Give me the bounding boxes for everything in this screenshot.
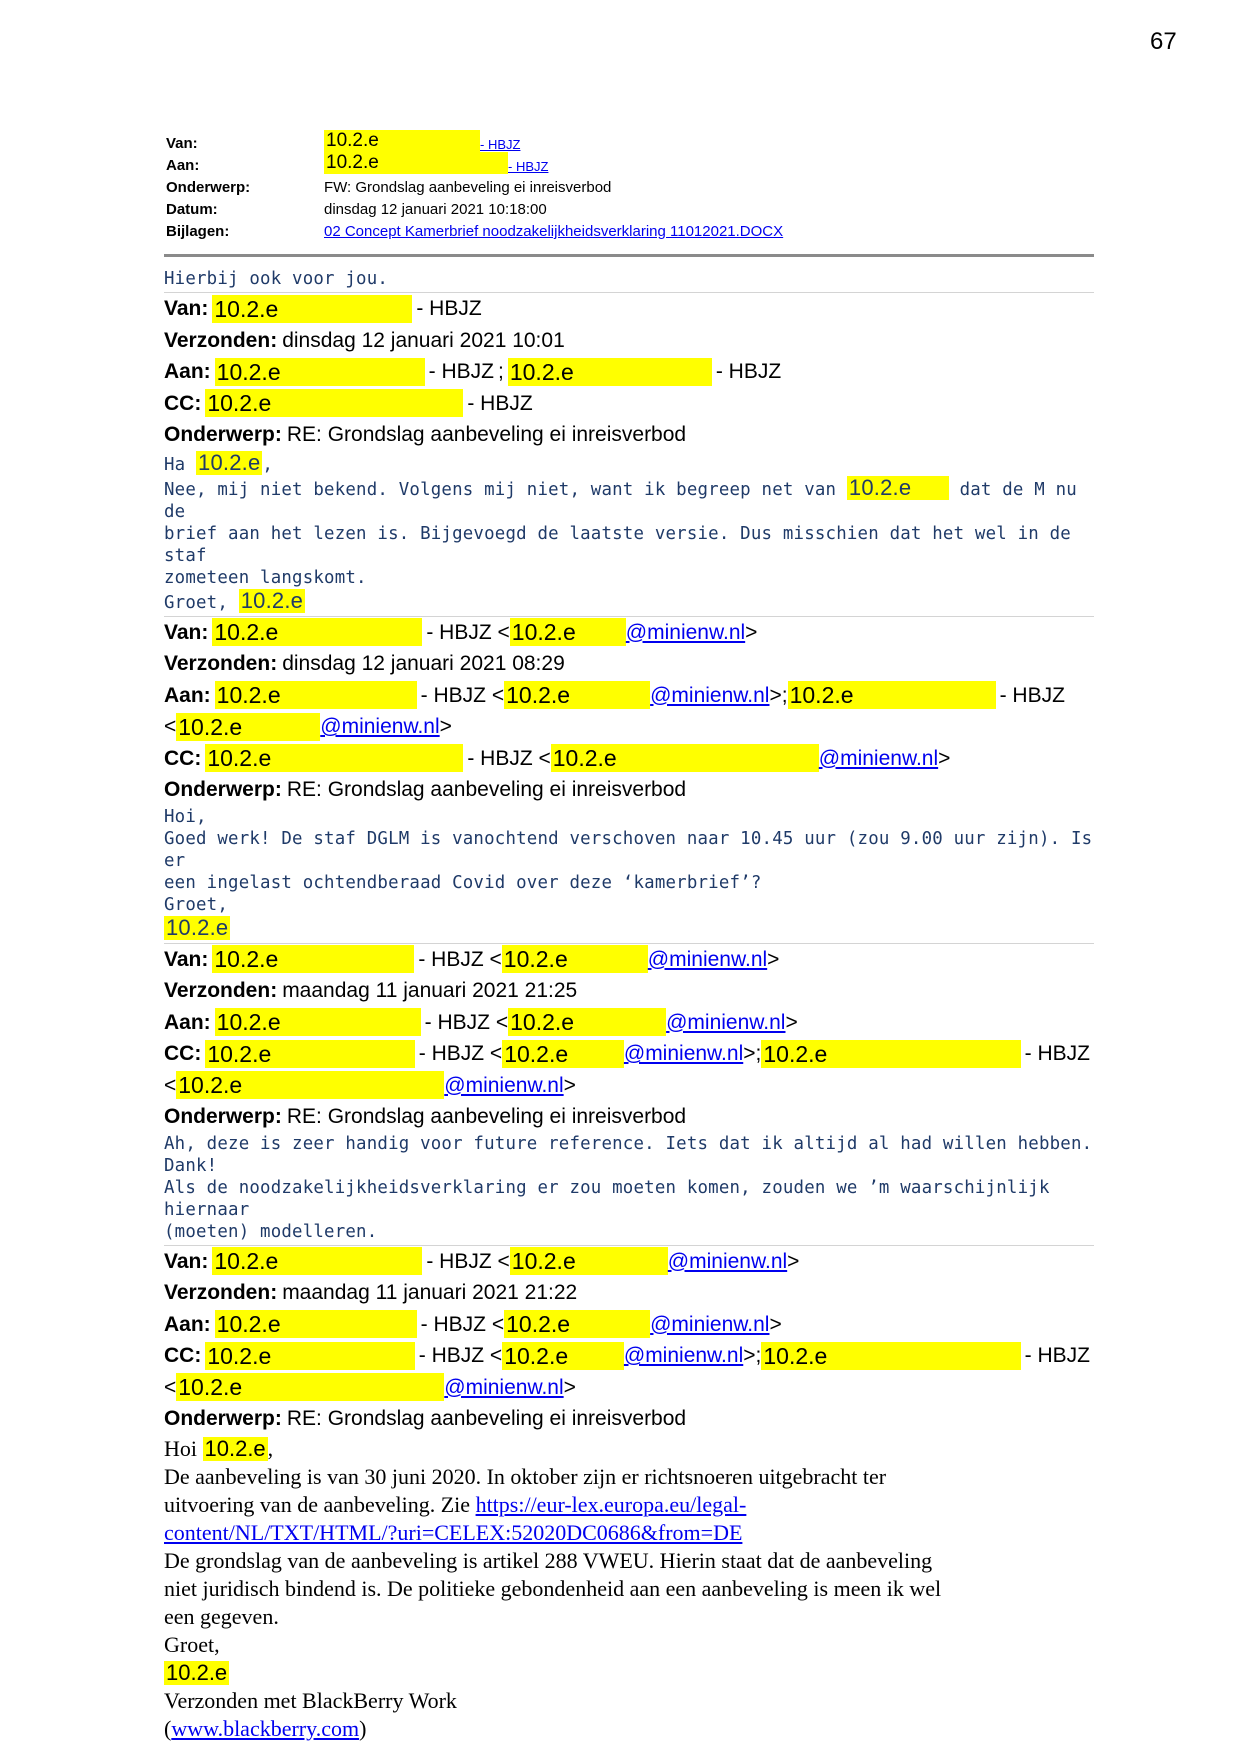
org: - HBJZ <	[424, 1010, 509, 1034]
org: - HBJZ	[467, 391, 533, 415]
body-text: niet juridisch bindend is. De politieke gebondenheid aan een aanbeveling is meen ik wel	[164, 1575, 942, 1601]
van-label: Van:	[164, 1249, 209, 1273]
redaction: 10.2.e	[502, 945, 648, 973]
subject: RE: Grondslag aanbeveling ei inreisverbod	[286, 1407, 687, 1430]
header-subject: FW: Grondslag aanbeveling ei inreisverbod	[324, 179, 612, 196]
van-line	[164, 1246, 1094, 1278]
cc-line-cont	[164, 1372, 1094, 1404]
header-bijlagen-label: Bijlagen:	[166, 223, 230, 240]
body-text: Goed werk! De staf DGLM is vanochtend verschoven naar 10.45 uur (zou 9.00 uur zijn). Is er	[164, 828, 1093, 871]
sent-date: maandag 11 januari 2021 21:25	[282, 979, 578, 1002]
redaction: 10.2.e	[508, 1008, 666, 1036]
verzonden-label: Verzonden:	[164, 652, 278, 675]
cc-line	[164, 1340, 1094, 1372]
org: - HBJZ	[1024, 1344, 1090, 1367]
org: - HBJZ	[416, 297, 482, 320]
email-link[interactable]: @minienw.nl	[650, 1312, 770, 1336]
closing: Groet,	[164, 592, 229, 613]
eur-lex-link[interactable]: https://eur-lex.europa.eu/legal-	[475, 1491, 747, 1517]
redaction: 10.2.e	[215, 1310, 417, 1338]
sent-date: dinsdag 12 januari 2021 08:29	[282, 652, 565, 675]
verzonden-label: Verzonden:	[164, 979, 278, 1002]
email-link[interactable]: @minienw.nl	[667, 1249, 788, 1273]
closing: Groet,	[164, 894, 229, 915]
header-separator	[164, 254, 1094, 257]
redaction: 10.2.e	[510, 1247, 668, 1275]
message-body	[164, 451, 1094, 614]
attachment-link[interactable]: 02 Concept Kamerbrief noodzakelijkheidsverklaring 11012021.DOCX	[324, 223, 784, 240]
greeting: Ha	[164, 454, 186, 475]
redaction: 10.2.e	[504, 681, 650, 709]
email-link[interactable]: @minienw.nl	[623, 1344, 744, 1367]
body-text: een gegeven.	[164, 1603, 279, 1629]
org: - HBJZ	[428, 360, 494, 383]
bracket: >	[769, 1312, 782, 1336]
aan-line	[164, 680, 1094, 712]
redaction: 10.2.e	[166, 1659, 228, 1685]
sent-date: maandag 11 januari 2021 21:22	[282, 1281, 578, 1304]
redaction: 10.2.e	[551, 744, 819, 772]
cc-label: CC:	[164, 746, 202, 770]
bracket: <	[164, 1375, 177, 1399]
bracket: >	[787, 1249, 800, 1273]
redaction: 10.2.e	[504, 1310, 650, 1338]
redaction: 10.2.e	[212, 295, 412, 323]
van-label: Van:	[164, 620, 209, 644]
org: - HBJZ <	[418, 1042, 503, 1065]
redaction: 10.2.e	[510, 618, 626, 646]
body-text: zometeen langskomt.	[164, 567, 367, 588]
message-body	[164, 1133, 1094, 1243]
bracket: >;	[743, 1042, 762, 1065]
bracket: >	[439, 715, 452, 738]
bracket: <	[164, 715, 177, 738]
subject: RE: Grondslag aanbeveling ei inreisverbod	[286, 1105, 687, 1128]
hbjz-link[interactable]: - HBJZ	[480, 137, 521, 152]
redaction: 10.2.e	[788, 681, 996, 709]
email-thread	[164, 268, 1094, 1743]
intro-text: Hierbij ook voor jou.	[164, 269, 389, 289]
signature: Verzonden met BlackBerry Work	[164, 1687, 457, 1713]
email-link[interactable]: @minienw.nl	[647, 947, 768, 971]
redaction: 10.2.e	[205, 1342, 414, 1370]
redaction: 10.2.e	[324, 130, 480, 152]
aan-line	[164, 1309, 1094, 1341]
org: - HBJZ	[1024, 1042, 1090, 1065]
email-link[interactable]: @minienw.nl	[818, 746, 939, 770]
body-text: dat de M nu de	[164, 479, 1077, 522]
body-text: een ingelast ochtendberaad Covid over deze ‘kamerbrief’?	[164, 872, 762, 893]
redaction: 10.2.e	[204, 1435, 266, 1461]
header-datum-label: Datum:	[166, 201, 218, 218]
redaction: 10.2.e	[176, 713, 320, 741]
redaction: 10.2.e	[212, 1247, 422, 1275]
body-text: Nee, mij niet bekend. Volgens mij niet, want ik begreep net van	[164, 479, 837, 500]
org: - HBJZ <	[420, 1312, 505, 1336]
org: - HBJZ <	[420, 683, 505, 707]
redaction: 10.2.e	[215, 1008, 421, 1036]
redaction: 10.2.e	[205, 744, 463, 772]
header-bijlagen-row	[166, 218, 1096, 240]
page-number: 67	[1150, 28, 1177, 55]
header-onderwerp-label: Onderwerp:	[166, 179, 251, 196]
verzonden-line	[164, 325, 1094, 357]
redaction: 10.2.e	[761, 1342, 1020, 1370]
bracket: >;	[769, 683, 788, 707]
separator: ;	[498, 360, 504, 383]
bracket: >	[563, 1375, 576, 1399]
body-text: uitvoering van de aanbeveling. Zie	[164, 1491, 471, 1517]
org: - HBJZ	[715, 360, 782, 383]
email-link[interactable]: @minienw.nl	[650, 683, 770, 707]
eur-lex-link-cont[interactable]: content/NL/TXT/HTML/?uri=CELEX:52020DC0686&from=DE	[164, 1519, 743, 1545]
redaction: 10.2.e	[212, 618, 422, 646]
header-datum-row	[166, 196, 1096, 218]
subject: RE: Grondslag aanbeveling ei inreisverbod	[286, 423, 687, 446]
body-text: De grondslag van de aanbeveling is artikel 288 VWEU. Hierin staat dat de aanbeveling	[164, 1547, 933, 1573]
onderwerp-label: Onderwerp:	[164, 1407, 282, 1430]
aan-label: Aan:	[164, 360, 211, 383]
bracket: >	[785, 1010, 798, 1034]
header-aan-label: Aan:	[166, 157, 200, 174]
bracket: >;	[743, 1344, 762, 1367]
body-text: brief aan het lezen is. Bijgevoegd de laatste versie. Dus misschien dat het wel in de staf	[164, 523, 1071, 566]
header-van-row	[166, 130, 1096, 152]
onderwerp-line	[164, 774, 1094, 806]
van-line	[164, 944, 1094, 976]
email-header	[166, 130, 1096, 240]
redaction: 10.2.e	[240, 587, 304, 613]
verzonden-line	[164, 648, 1094, 680]
body-text: Ah, deze is zeer handig voor future reference. Iets dat ik altijd al had willen hebben. Dank!	[164, 1133, 1093, 1176]
message-1	[164, 293, 1094, 614]
email-link[interactable]: @minienw.nl	[444, 1073, 564, 1097]
body-text: De aanbeveling is van 30 juni 2020. In oktober zijn er richtsnoeren uitgebracht ter	[164, 1463, 887, 1489]
verzonden-label: Verzonden:	[164, 1281, 278, 1304]
bracket: >	[563, 1073, 576, 1097]
cc-label: CC:	[164, 1344, 202, 1367]
onderwerp-label: Onderwerp:	[164, 778, 282, 801]
aan-label: Aan:	[164, 1010, 211, 1034]
onderwerp-label: Onderwerp:	[164, 1105, 282, 1128]
hbjz-link[interactable]: - HBJZ	[508, 159, 549, 174]
comma: ,	[267, 1435, 274, 1461]
email-link[interactable]: @minienw.nl	[666, 1010, 786, 1034]
email-link[interactable]: @minienw.nl	[625, 620, 746, 644]
bracket: >	[745, 620, 758, 644]
header-onderwerp-row	[166, 174, 1096, 196]
redaction: 10.2.e	[176, 1071, 444, 1099]
body-text: (moeten) modelleren.	[164, 1221, 378, 1242]
cc-line	[164, 388, 1094, 420]
greeting: Hoi	[164, 1435, 197, 1461]
redaction: 10.2.e	[205, 1040, 414, 1068]
van-label: Van:	[164, 947, 209, 971]
email-link[interactable]: @minienw.nl	[320, 715, 440, 738]
blackberry-link[interactable]: www.blackberry.com	[171, 1715, 360, 1741]
verzonden-line	[164, 975, 1094, 1007]
greeting: Hoi,	[164, 806, 207, 827]
header-date: dinsdag 12 januari 2021 10:18:00	[324, 201, 547, 218]
redaction: 10.2.e	[215, 358, 425, 386]
bracket: (	[164, 1715, 172, 1741]
van-line	[164, 293, 1094, 325]
onderwerp-label: Onderwerp:	[164, 423, 282, 446]
cc-line	[164, 743, 1094, 775]
comma: ,	[262, 454, 274, 475]
org: - HBJZ <	[426, 620, 510, 644]
redaction: 10.2.e	[215, 681, 417, 709]
subject: RE: Grondslag aanbeveling ei inreisverbod	[286, 778, 687, 801]
aan-label: Aan:	[164, 1312, 211, 1336]
redaction: 10.2.e	[324, 152, 508, 174]
aan-label: Aan:	[164, 683, 211, 707]
header-van-label: Van:	[166, 135, 198, 152]
org: - HBJZ <	[418, 1344, 503, 1367]
bracket: >	[767, 947, 780, 971]
cc-label: CC:	[164, 1042, 202, 1065]
verzonden-line	[164, 1277, 1094, 1309]
org: - HBJZ	[999, 683, 1065, 707]
bracket: )	[359, 1715, 367, 1741]
redaction: 10.2.e	[502, 1040, 624, 1068]
cc-label: CC:	[164, 391, 202, 415]
redaction: 10.2.e	[212, 945, 414, 973]
message-body	[164, 806, 1094, 941]
onderwerp-line	[164, 1403, 1094, 1435]
van-label: Van:	[164, 297, 209, 320]
redaction: 10.2.e	[176, 1373, 444, 1401]
onderwerp-line	[164, 1101, 1094, 1133]
redaction: 10.2.e	[166, 914, 229, 940]
redaction: 10.2.e	[761, 1040, 1020, 1068]
bracket: >	[938, 746, 951, 770]
redaction: 10.2.e	[198, 449, 261, 475]
org: - HBJZ <	[467, 746, 551, 770]
message-3	[164, 944, 1094, 1243]
message-2	[164, 617, 1094, 941]
header-aan-row	[166, 152, 1096, 174]
onderwerp-line	[164, 419, 1094, 451]
org: - HBJZ <	[418, 947, 502, 971]
cc-line	[164, 1038, 1094, 1070]
aan-line	[164, 356, 1094, 388]
email-link[interactable]: @minienw.nl	[444, 1375, 564, 1399]
email-link[interactable]: @minienw.nl	[623, 1042, 744, 1065]
sent-date: dinsdag 12 januari 2021 10:01	[282, 328, 565, 352]
closing: Groet,	[164, 1631, 220, 1657]
cc-line-cont	[164, 1070, 1094, 1102]
message-4	[164, 1246, 1094, 1743]
bracket: <	[164, 1073, 177, 1097]
redaction: 10.2.e	[205, 389, 463, 417]
van-line	[164, 617, 1094, 649]
aan-line	[164, 1007, 1094, 1039]
redaction: 10.2.e	[502, 1342, 624, 1370]
redaction: 10.2.e	[508, 358, 712, 386]
aan-line-cont	[164, 711, 1094, 743]
body-text: Als de noodzakelijkheidsverklaring er zou moeten komen, zouden we ’m waarschijnlijk hiernaar	[164, 1177, 1050, 1220]
verzonden-label: Verzonden:	[164, 328, 278, 352]
org: - HBJZ <	[426, 1249, 510, 1273]
redaction: 10.2.e	[847, 476, 949, 500]
message-body	[164, 1435, 1094, 1743]
